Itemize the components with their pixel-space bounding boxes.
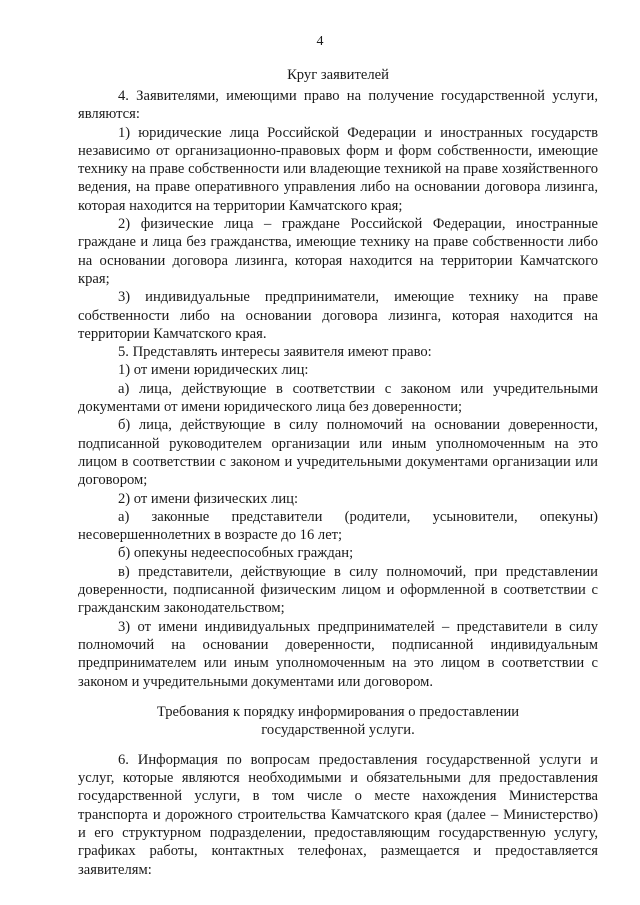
section-heading-informing-line-2: государственной услуги. [261,721,415,738]
page-number: 4 [316,34,324,49]
paragraph: 6. Информация по вопросам предоставления государственной услуги и услуг, которые являются необходимыми и обязательными для предоставления государственной услуги, в том числе о месте нахождения Министерства транспорта и дорожного строительства Камчатского края (далее – Министерство) и его структурном подразделении, предоставляющим государственную услугу, графиках работы, контактных телефонах, размещается и предоставляется заявителям: [78,751,598,878]
paragraph: 2) от имени физических лиц: [118,490,299,507]
section-heading-applicants: Круг заявителей [287,67,389,83]
paragraph: б) лица, действующие в силу полномочий на основании доверенности, подписанной руководителем организации или иным уполномоченным на это лицом в соответствии с законом и учредительными документами организации или договором; [78,417,598,489]
page-content [78,66,598,879]
paragraph: 2) физические лица – граждане Российской Федерации, иностранные граждане и лица без гражданства, имеющие технику на праве собственности либо на основании договора лизинга, которая находится на территории Камчатского края; [78,216,598,287]
section-heading-informing-line-1: Требования к порядку информирования о предоставлении [156,703,520,720]
paragraph: 5. Представлять интересы заявителя имеют право: [118,344,432,361]
paragraph: а) законные представители (родители, усыновители, опекуны) несовершеннолетних в возрасте до 16 лет; [78,508,598,544]
paragraph: 4. Заявителями, имеющими право на получение государственной услуги, являются: [78,88,598,123]
paragraph: а) лица, действующие в соответствии с законом или учредительными документами от имени юридического лица без доверенности; [78,380,598,416]
paragraph: 3) от имени индивидуальных предпринимателей – представители в силу полномочий на основании доверенности, подписанной индивидуальным предпринимателем или иным уполномоченным на это лицом в соответствии с законом и учредительными документами или договором. [78,618,598,690]
paragraph: 3) индивидуальные предприниматели, имеющие технику на праве собственности либо на основании договора лизинга, которая находится на территории Камчатского края. [78,289,598,342]
paragraph: в) представители, действующие в силу полномочий, при представлении доверенности, подписанной физическим лицом и оформленной в соответствии с гражданским законодательством; [78,563,598,617]
paragraph: 1) юридические лица Российской Федерации и иностранных государств независимо от организационно-правовых форм и форм собственности, имеющие технику на праве собственности или владеющие техникой на праве хозяйственного ведения, на праве оперативного управления либо на основании договора лизинга, которая находится на территории Камчатского края; [78,124,598,214]
paragraph: б) опекуны недееспособных граждан; [118,545,354,562]
paragraph: 1) от имени юридических лиц: [118,362,309,379]
